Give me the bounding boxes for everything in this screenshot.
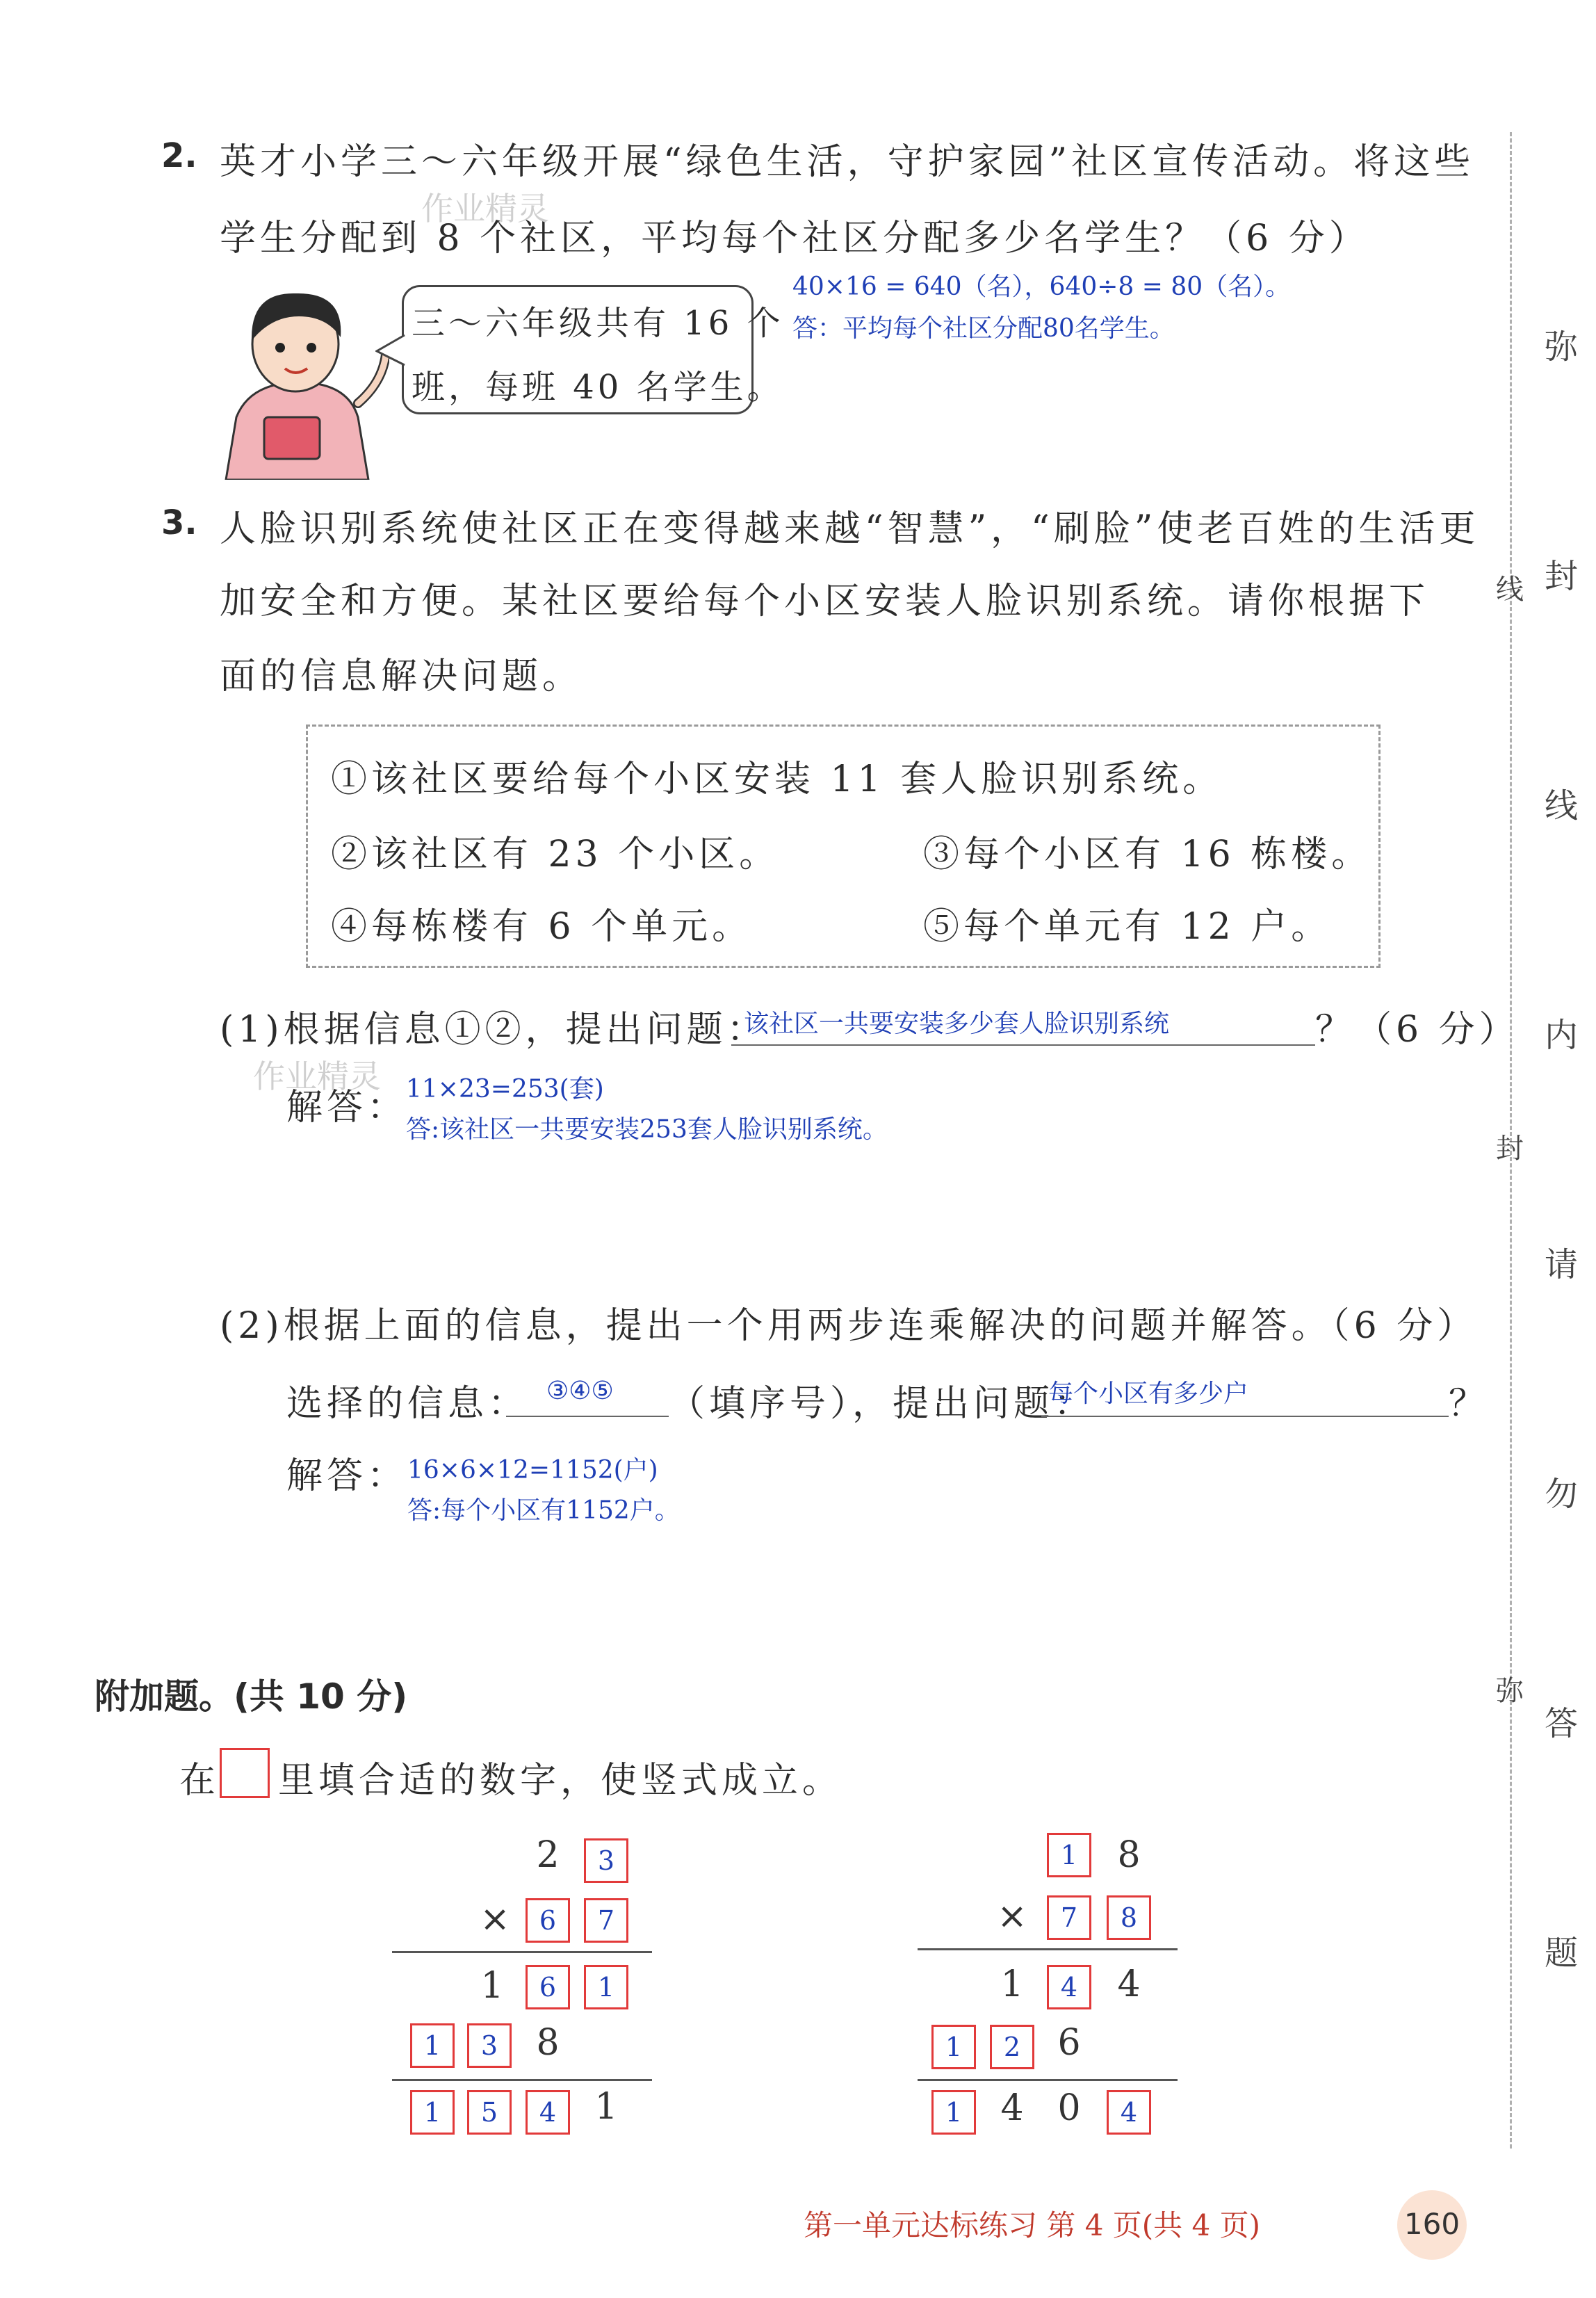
margin-char: 封: [1545, 557, 1579, 596]
q3-text-line3: 面的信息解决问题。: [220, 656, 583, 697]
info-5: ⑤每个单元有 12 户。: [923, 906, 1332, 948]
p2-digit: 0: [1057, 2087, 1081, 2129]
p1-box[interactable]: 1: [410, 2023, 455, 2068]
p1-box[interactable]: 3: [467, 2023, 512, 2068]
p2-box[interactable]: 4: [1047, 1965, 1091, 2009]
info-3: ③每个小区有 16 栋楼。: [923, 834, 1372, 875]
p1-box[interactable]: 1: [584, 1965, 628, 2009]
q2-number: 2.: [161, 136, 197, 175]
q3-text-line1: 人脸识别系统使社区正在变得越来越“智慧”，“刷脸”使老百姓的生活更: [220, 508, 1480, 550]
p2-box[interactable]: 7: [1047, 1895, 1091, 1940]
seal-line-label: 线: [1496, 574, 1524, 606]
speech-bubble-tail: [375, 334, 406, 369]
q3-part1-prompt: (1)根据信息①②，提出问题：: [220, 1009, 767, 1051]
margin-char: 内: [1545, 1016, 1579, 1055]
p1-box[interactable]: 4: [526, 2090, 570, 2135]
margin-char: 线: [1545, 786, 1579, 825]
q3-part2-calc: 16×6×12=1152(户): [407, 1456, 658, 1484]
margin-char: 答: [1545, 1704, 1579, 1743]
p2-box[interactable]: 8: [1107, 1895, 1151, 1940]
p2-rule-2: [918, 2079, 1178, 2081]
q3-part2-select-label: 选择的信息：: [286, 1383, 529, 1425]
p1-box[interactable]: 5: [467, 2090, 512, 2135]
margin-char: 请: [1545, 1245, 1579, 1284]
page-number: 160: [1403, 2207, 1460, 2241]
p2-digit: 1: [1000, 1964, 1024, 2005]
speech-text-line2: 班，每班 40 名学生。: [412, 368, 784, 407]
p1-digit: 1: [480, 1965, 504, 2007]
p2-box[interactable]: 4: [1107, 2090, 1151, 2135]
q3-part1-calc: 11×23=253(套): [406, 1075, 604, 1103]
p2-box[interactable]: 1: [1047, 1833, 1091, 1877]
seal-line-label: 弥: [1496, 1675, 1524, 1707]
q2-text-line2: 学生分配到 8 个社区，平均每个社区分配多少名学生？（6 分）: [220, 218, 1369, 259]
margin-char: 题: [1545, 1934, 1579, 1973]
q3-part2-mid: （填序号），提出问题：: [669, 1383, 1095, 1425]
example-box: [220, 1748, 270, 1798]
p2-rule-1: [918, 1948, 1178, 1950]
student-illustration: [209, 278, 389, 480]
p1-box[interactable]: 3: [584, 1838, 628, 1883]
p1-box[interactable]: 7: [584, 1898, 628, 1943]
p2-box[interactable]: 2: [990, 2025, 1034, 2069]
bonus-instruction-post: 里填合适的数字，使竖式成立。: [278, 1760, 843, 1802]
bonus-instruction-pre: 在: [179, 1760, 220, 1802]
p1-rule-1: [392, 1951, 652, 1953]
p2-digit: 8: [1117, 1834, 1141, 1876]
p1-box[interactable]: 1: [410, 2090, 455, 2135]
q3-part1-question: 该社区一共要安装多少套人脸识别系统: [744, 1010, 1170, 1038]
watermark: 作业精灵: [253, 1058, 381, 1095]
p2-digit: 6: [1057, 2022, 1081, 2064]
p1-box[interactable]: 6: [526, 1965, 570, 2009]
q3-number: 3.: [161, 503, 197, 542]
q2-answer-statement: 答：平均每个社区分配80名学生。: [792, 314, 1175, 343]
margin-char: 勿: [1545, 1475, 1579, 1514]
info-2: ②该社区有 23 个小区。: [331, 834, 780, 875]
p1-digit: 8: [536, 2022, 560, 2064]
q3-part1-answer: 答:该社区一共要安装253套人脸识别系统。: [406, 1115, 888, 1144]
seal-line-label: 封: [1496, 1133, 1524, 1165]
p1-digit: 1: [594, 2086, 618, 2128]
q3-text-line2: 加安全和方便。某社区要给每个小区安装人脸识别系统。请你根据下: [220, 581, 1430, 622]
q3-part2-prompt: (2)根据上面的信息，提出一个用两步连乘解决的问题并解答。（6 分）: [220, 1305, 1478, 1347]
p1-digit: 2: [536, 1834, 560, 1876]
p2-digit: 4: [1000, 2087, 1024, 2129]
footer-text: 第一单元达标练习 第 4 页(共 4 页): [804, 2208, 1260, 2242]
q3-part2-selected: ③④⑤: [546, 1377, 614, 1405]
p1-times-sign: ×: [480, 1898, 510, 1940]
p2-digit: 4: [1117, 1964, 1141, 2005]
p1-box[interactable]: 6: [526, 1898, 570, 1943]
watermark: 作业精灵: [421, 190, 549, 227]
q3-part1-solve-label: 解答：: [286, 1087, 408, 1128]
bonus-title: 附加题。(共 10 分): [95, 1676, 408, 1717]
p2-box[interactable]: 1: [931, 2025, 976, 2069]
q3-part2-suffix: ？: [1449, 1383, 1490, 1425]
q3-part2-solve-label: 解答：: [286, 1455, 408, 1497]
q2-text-line1: 英才小学三～六年级开展“绿色生活，守护家园”社区宣传活动。将这些: [220, 141, 1475, 183]
margin-char: 弥: [1545, 327, 1579, 366]
p2-box[interactable]: 1: [931, 2090, 976, 2135]
q3-part2-question: 每个小区有多少户: [1048, 1379, 1249, 1408]
p2-times-sign: ×: [997, 1895, 1027, 1937]
speech-text-line1: 三～六年级共有 16 个: [412, 304, 784, 343]
q3-part2-answer: 答:每个小区有1152户。: [407, 1496, 680, 1525]
info-1: ①该社区要给每个小区安装 11 套人脸识别系统。: [331, 759, 1223, 800]
p1-rule-2: [392, 2079, 652, 2081]
q2-answer-calc: 40×16 = 640（名），640÷8 = 80（名）。: [792, 273, 1291, 301]
info-4: ④每栋楼有 6 个单元。: [331, 906, 753, 948]
q3-part1-suffix: ？（6 分）: [1315, 1009, 1520, 1051]
